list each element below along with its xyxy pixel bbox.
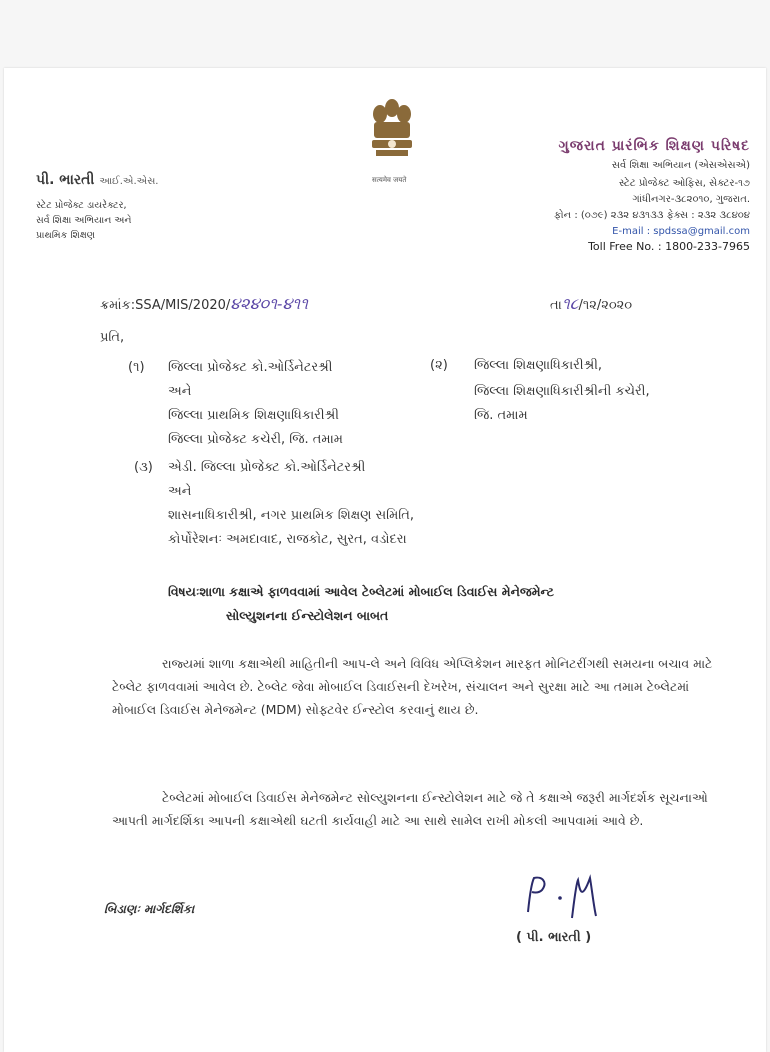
addressee-1-line-2: અને	[168, 384, 192, 399]
national-emblem-icon	[364, 94, 420, 180]
letter-sheet	[4, 68, 766, 1052]
designation-line-1: સ્ટેટ પ્રોજેક્ટ ડાયરેક્ટર,	[36, 200, 127, 211]
date-rest: /૧૨/૨૦૨૦	[578, 298, 633, 313]
reference-number	[100, 294, 308, 314]
letter-date	[550, 294, 632, 314]
org-phone-fax: ફોન : (૦૭૯) ૨૩૨ ૪૩૧૩૩ ફેક્સ : ૨૩૨ ૩૮૪૦૪	[554, 210, 750, 221]
addressee-1-line-4: જિલ્લા પ્રોજેક્ટ કચેરી, જિ. તમામ	[168, 432, 343, 447]
addressee-3-line-1: એડી. જિલ્લા પ્રોજેક્ટ કો.ઓર્ડિનેટરશ્રી	[168, 460, 366, 475]
body-paragraph-1: રાજ્યમાં શાળા કક્ષાએથી માહિતીની આપ-લે અને વિવિધ એપ્લિકેશન મારફત મોનિટરીંગથી સમયના બચાવ માટે ટેબ્લેટ ફાળવવામાં આવેલ છે. ટેબ્લેટ જેવા મોબાઈલ ડિવાઈસની દેખરેખ, સંચાલન અને સુરક્ષા માટે આ તમામ ટેબ્લેટમાં મોબાઈલ ડિવાઈસ મેનેજમેન્ટ (MDM) સોફ્ટવેર ઈન્સ્ટોલ કરવાનું થાય છે.	[112, 656, 713, 717]
org-line-1: સર્વ શિક્ષા અભિયાન (એસએસએ)	[611, 160, 750, 171]
addressee-1-number: (૧)	[128, 360, 145, 375]
addressee-2-line-1: જિલ્લા શિક્ષણાધિકારીશ્રી,	[474, 358, 603, 373]
officer-name: પી. ભારતી	[36, 172, 95, 188]
addressee-1-line-1: જિલ્લા પ્રોજેક્ટ કો.ઓર્ડિનેટરશ્રી	[168, 360, 333, 375]
reference-handwritten: ૪૨૪૦૧-૪૧૧	[230, 294, 308, 313]
addressee-2-line-3: જિ. તમામ	[474, 408, 528, 423]
addressee-3-line-4: કોર્પોરેશનઃ અમદાવાદ, રાજકોટ, સુરત, વડોદરા	[168, 532, 407, 547]
officer-name-block	[36, 172, 159, 188]
subject-line-2: સોલ્યુશનના ઈન્સ્ટોલેશન બાબત	[226, 608, 389, 623]
body-paragraph-2: ટેબ્લેટમાં મોબાઈલ ડિવાઈસ મેનેજમેન્ટ સોલ્યુશનના ઈન્સ્ટોલેશન માટે જે તે કક્ષાએ જરૂરી માર્ગદર્શક સૂચનાઓ આપતી માર્ગદર્શિકા આપની કક્ષાએથી ઘટતી કાર્યવાહી માટે આ સાથે સામેલ રાખી મોકલી આપવામાં આવે છે.	[112, 790, 708, 828]
addressee-2-line-2: જિલ્લા શિક્ષણાધિકારીશ્રીની કચેરી,	[474, 384, 650, 399]
enclosure-label: બિડાણઃ માર્ગદર્શિકા	[104, 902, 195, 916]
org-email: E-mail : spdssa@gmail.com	[612, 226, 750, 237]
officer-title: આઈ.એ.એસ.	[99, 176, 159, 187]
reference-prefix: ક્રમાંક:SSA/MIS/2020/	[100, 298, 231, 313]
subject-line-1: વિષયઃશાળા કક્ષાએ ફાળવવામાં આવેલ ટેબ્લેટમાં મોબાઈલ ડિવાઈસ મેનેજમેન્ટ	[168, 584, 555, 599]
signature-icon	[520, 872, 600, 928]
date-prefix: તા	[550, 298, 562, 313]
org-line-3: ગાંધીનગર-૩૮૨૦૧૦, ગુજરાત.	[632, 194, 750, 205]
addressee-3-line-2: અને	[168, 484, 192, 499]
toll-free-number: Toll Free No. : 1800-233-7965	[588, 240, 750, 253]
designation-line-2: સર્વ શિક્ષા અભિયાન અને	[36, 215, 132, 226]
signatory-name: ( પી. ભારતી )	[516, 930, 592, 945]
prati-label: પ્રતિ,	[100, 330, 125, 345]
emblem-motto: सत्यमेव जयते	[372, 176, 407, 184]
addressee-1-line-3: જિલ્લા પ્રાથમિક શિક્ષણાધિકારીશ્રી	[168, 408, 339, 423]
addressee-3-number: (૩)	[134, 460, 153, 475]
addressee-2-number: (૨)	[430, 358, 448, 373]
designation-line-3: પ્રાથમિક શિક્ષણ	[36, 230, 96, 241]
organisation-name: ગુજરાત પ્રારંભિક શિક્ષણ પરિષદ	[558, 138, 750, 154]
date-day-handwritten: ૧૮	[561, 294, 579, 313]
org-line-2: સ્ટેટ પ્રોજેક્ટ ઓફિસ, સેક્ટર-૧૭	[619, 178, 750, 189]
addressee-3-line-3: શાસનાધિકારીશ્રી, નગર પ્રાથમિક શિક્ષણ સમિતિ,	[168, 508, 414, 523]
